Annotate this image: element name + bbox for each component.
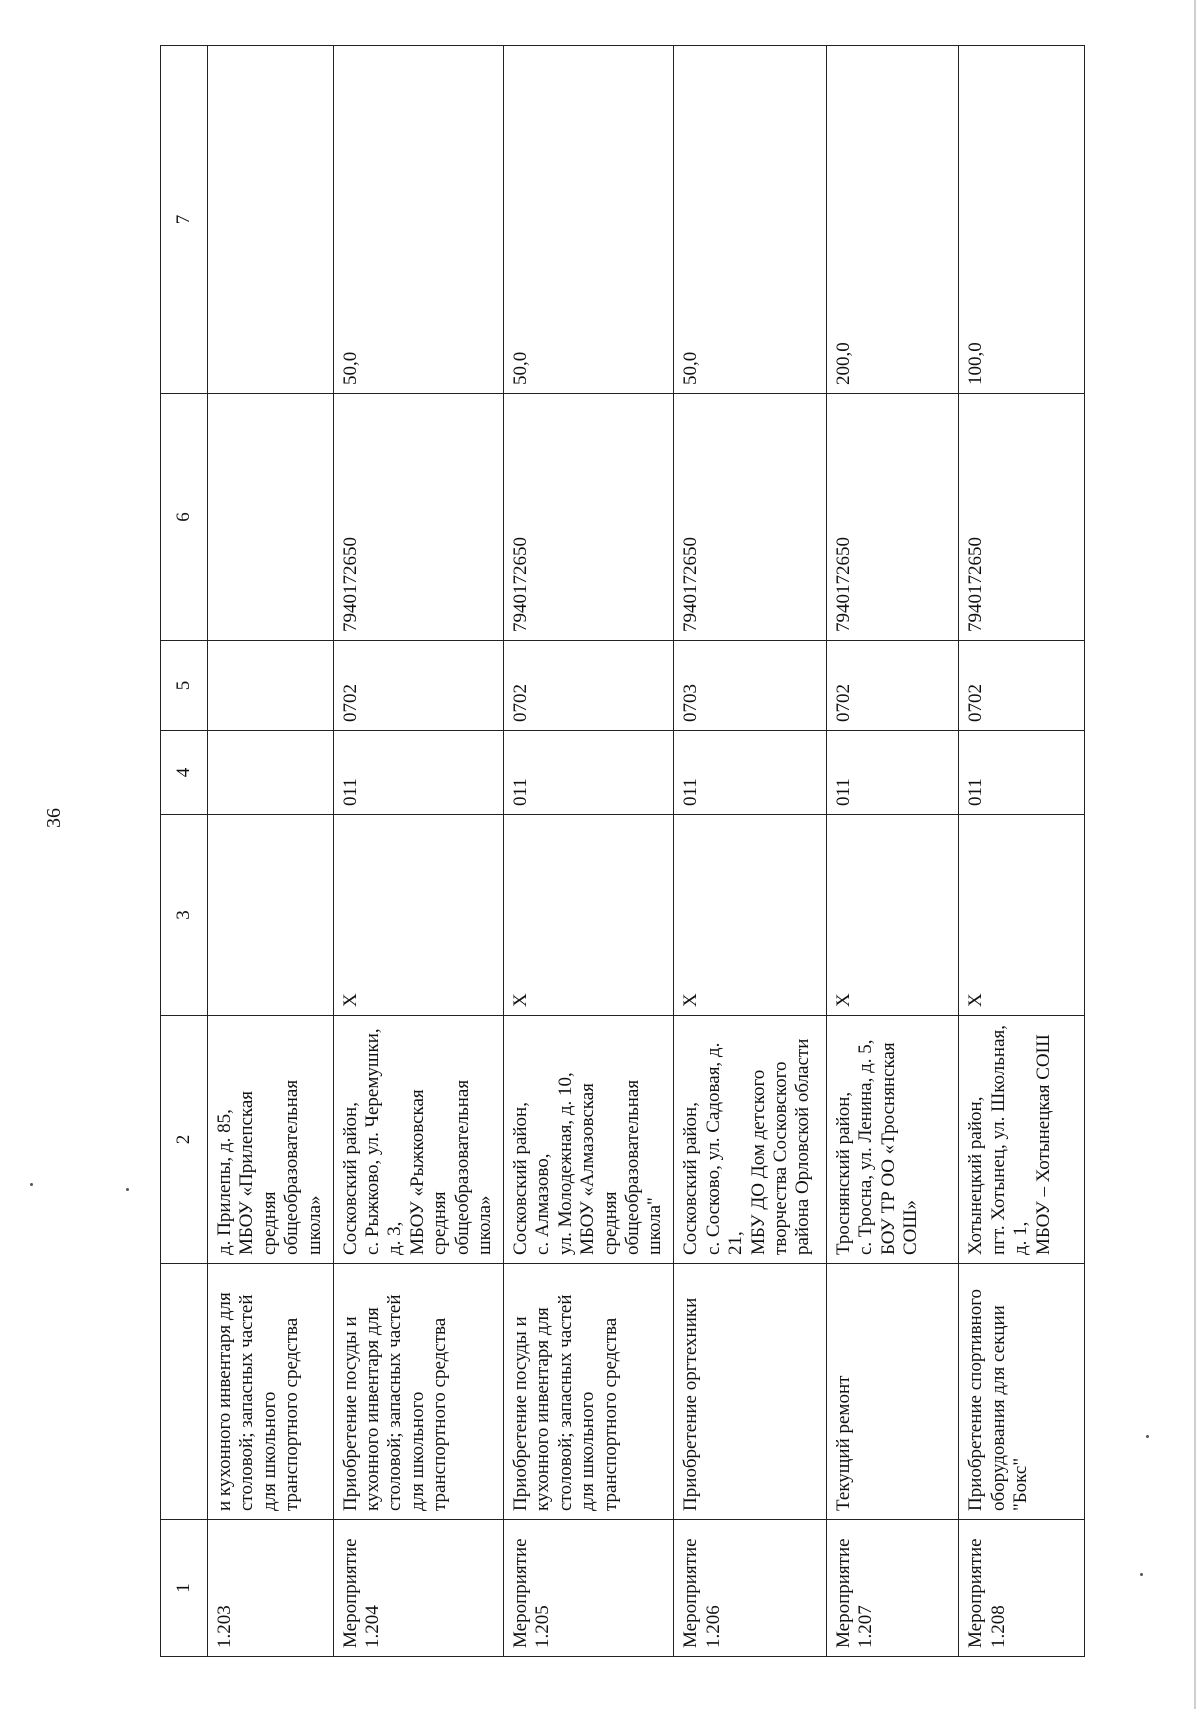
mark-cell: X <box>827 815 959 1016</box>
page-number: 36 <box>43 808 65 828</box>
code5-cell: 0702 <box>959 641 1085 731</box>
column-header-empty <box>161 1264 208 1520</box>
address-cell: Хотынецкий район, пгт. Хотынец, ул. Школьная, д. 1, МБОУ – Хотынецкая СОШ <box>959 1016 1085 1264</box>
code5-cell: 0702 <box>827 641 959 731</box>
mark-cell: X <box>959 815 1085 1016</box>
amount-cell: 50,0 <box>503 46 673 394</box>
amount-cell: 200,0 <box>827 46 959 394</box>
event-cell: 1.203 <box>208 1520 334 1657</box>
description-cell: и кухонного инвентаря для столовой; запасных частей для школьного транспортного средства <box>208 1264 334 1520</box>
table-row <box>208 46 334 1657</box>
scan-speck <box>30 1183 33 1186</box>
address-cell: Сосковский район, с. Алмазово, ул. Молодежная, д. 10, МБОУ «Алмазовская средняя общеобразовательная школа" <box>503 1016 673 1264</box>
code4-cell: 011 <box>959 731 1085 815</box>
event-cell: Мероприятие 1.206 <box>674 1520 827 1657</box>
column-header: 2 <box>161 1016 208 1264</box>
address-cell: Сосковский район, с. Рыжково, ул. Черемушки, д. 3, МБОУ «Рыжковская средняя общеобразовательная школа» <box>333 1016 503 1264</box>
event-cell: Мероприятие 1.204 <box>333 1520 503 1657</box>
scan-speck <box>126 1188 129 1191</box>
scan-edge-line <box>1194 0 1196 1709</box>
description-cell: Приобретение посуды и кухонного инвентаря для столовой; запасных частей для школьного транспортного средства <box>333 1264 503 1520</box>
column-header: 6 <box>161 394 208 641</box>
address-cell: Сосковский район, с. Сосково, ул. Садовая, д. 21, МБУ ДО Дом детского творчества Сосковского района Орловской области <box>674 1016 827 1264</box>
description-cell: Приобретение оргтехники <box>674 1264 827 1520</box>
amount-cell: 50,0 <box>674 46 827 394</box>
mark-cell: X <box>674 815 827 1016</box>
code5-cell: 0703 <box>674 641 827 731</box>
mark-cell <box>208 815 334 1016</box>
event-cell: Мероприятие 1.205 <box>503 1520 673 1657</box>
mark-cell: X <box>503 815 673 1016</box>
column-header: 5 <box>161 641 208 731</box>
table-row <box>333 46 503 1657</box>
amount-cell: 50,0 <box>333 46 503 394</box>
amount-cell <box>208 46 334 394</box>
code6-cell: 7940172650 <box>959 394 1085 641</box>
column-header: 1 <box>161 1520 208 1657</box>
code4-cell: 011 <box>503 731 673 815</box>
event-cell: Мероприятие 1.207 <box>827 1520 959 1657</box>
column-header: 3 <box>161 815 208 1016</box>
event-cell: Мероприятие 1.208 <box>959 1520 1085 1657</box>
rotated-table-container <box>160 46 1085 1657</box>
code5-cell: 0702 <box>333 641 503 731</box>
column-header: 4 <box>161 731 208 815</box>
scan-speck <box>1140 1573 1143 1576</box>
mark-cell: X <box>333 815 503 1016</box>
code4-cell: 011 <box>827 731 959 815</box>
code4-cell: 011 <box>333 731 503 815</box>
code4-cell: 011 <box>674 731 827 815</box>
address-cell: Троснянский район, с. Тросна, ул. Ленина, д. 5, БОУ ТР ОО «Троснянская СОШ» <box>827 1016 959 1264</box>
amount-cell: 100,0 <box>959 46 1085 394</box>
table-row <box>503 46 673 1657</box>
code6-cell: 7940172650 <box>827 394 959 641</box>
code6-cell: 7940172650 <box>503 394 673 641</box>
table-header-row <box>161 46 208 1657</box>
table-row <box>674 46 827 1657</box>
code6-cell: 7940172650 <box>674 394 827 641</box>
code5-cell: 0702 <box>503 641 673 731</box>
description-cell: Приобретение посуды и кухонного инвентаря для столовой; запасных частей для школьного транспортного средства <box>503 1264 673 1520</box>
code6-cell <box>208 394 334 641</box>
code5-cell <box>208 641 334 731</box>
column-header: 7 <box>161 46 208 394</box>
description-cell: Текущий ремонт <box>827 1264 959 1520</box>
budget-events-table <box>160 45 1085 1657</box>
address-cell: д. Прилепы, д. 85, МБОУ «Прилепская средняя общеобразовательная школа» <box>208 1016 334 1264</box>
scan-speck <box>1146 1435 1149 1438</box>
description-cell: Приобретение спортивного оборудования для секции "Бокс" <box>959 1264 1085 1520</box>
table-row <box>959 46 1085 1657</box>
code6-cell: 7940172650 <box>333 394 503 641</box>
table-row <box>827 46 959 1657</box>
code4-cell <box>208 731 334 815</box>
